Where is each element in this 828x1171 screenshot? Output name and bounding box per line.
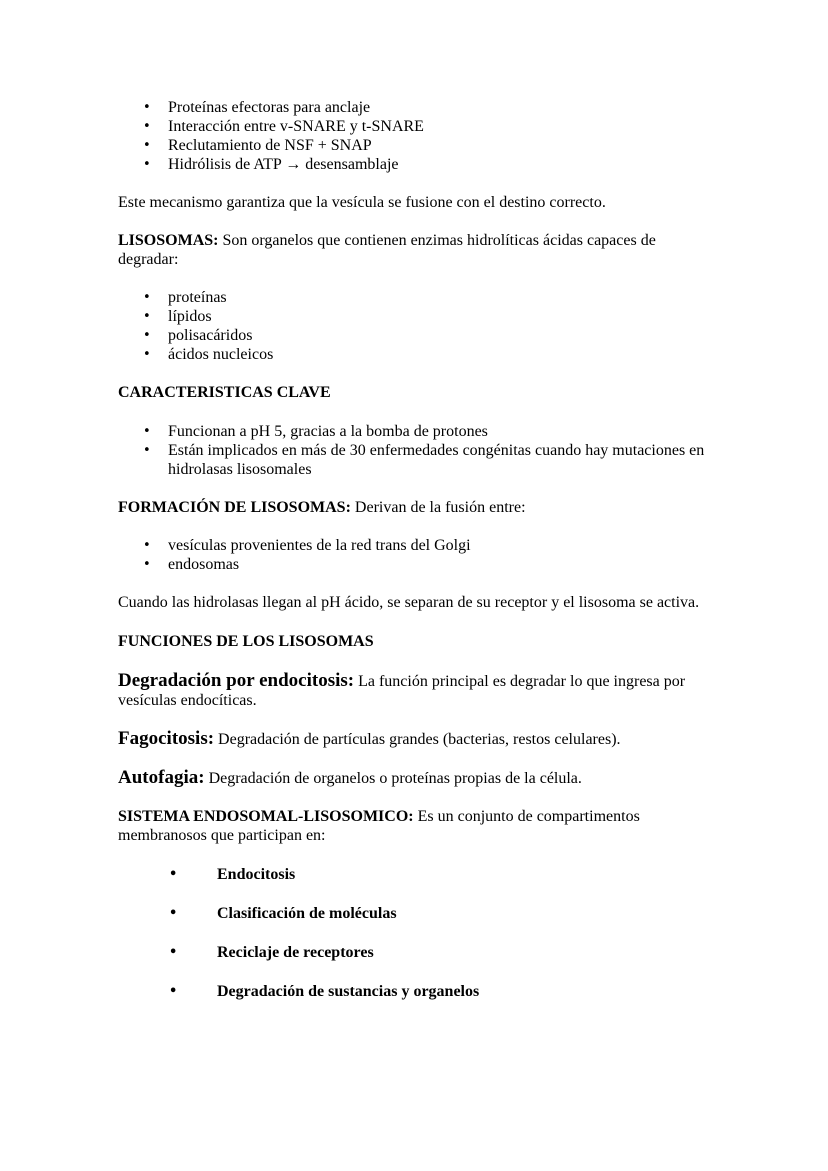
autofagia-heading: Autofagia:	[118, 767, 205, 788]
section-heading: CARACTERISTICAS CLAVE	[118, 384, 331, 401]
lisosomas-list	[118, 288, 718, 364]
formacion-list	[118, 536, 718, 574]
formacion-heading: FORMACIÓN DE LISOSOMAS:	[118, 499, 351, 516]
list-item: • Reclutamiento de NSF + SNAP	[118, 136, 718, 155]
list-item: • Proteínas efectoras para anclaje	[118, 98, 718, 117]
list-item: • endosomas	[118, 555, 718, 574]
caracteristicas-list	[118, 422, 718, 479]
autofagia-paragraph	[118, 768, 718, 788]
list-item: • Endocitosis	[118, 865, 718, 884]
list-item: • polisacáridos	[118, 326, 718, 345]
list-item: • proteínas	[118, 288, 718, 307]
fagocitosis-paragraph	[118, 729, 718, 749]
list-item: • Degradación de sustancias y organelos	[118, 982, 718, 1001]
sistema-heading: SISTEMA ENDOSOMAL-LISOSOMICO:	[118, 808, 414, 825]
sistema-text: Es un conjunto de compartimentos membranosos que participan en:	[118, 808, 640, 844]
snare-steps-list	[118, 98, 718, 174]
list-item: • lípidos	[118, 307, 718, 326]
fagocitosis-heading: Fagocitosis:	[118, 728, 215, 749]
fagocitosis-text: Degradación de partículas grandes (bacterias, restos celulares).	[214, 731, 621, 748]
formacion-conclusion: Cuando las hidrolasas llegan al pH ácido, se separan de su receptor y el lisosoma se activa.	[118, 594, 700, 611]
list-item: • Funcionan a pH 5, gracias a la bomba de protones	[118, 422, 718, 441]
endocitosis-text: La función principal es degradar lo que ingresa por vesículas endocíticas.	[118, 673, 686, 709]
caracteristicas-heading	[118, 383, 718, 402]
endocitosis-paragraph	[118, 671, 718, 710]
list-item: • Clasificación de moléculas	[118, 904, 718, 923]
list-item: • ácidos nucleicos	[118, 345, 718, 364]
lisosomas-paragraph	[118, 231, 718, 269]
funciones-heading	[118, 632, 718, 651]
snare-conclusion: Este mecanismo garantiza que la vesícula se fusione con el destino correcto.	[118, 194, 606, 211]
endocitosis-heading: Degradación por endocitosis:	[118, 670, 355, 691]
autofagia-text: Degradación de organelos o proteínas propias de la célula.	[204, 770, 582, 787]
sistema-list	[118, 865, 718, 1001]
section-heading: FUNCIONES DE LOS LISOSOMAS	[118, 633, 374, 650]
formacion-paragraph	[118, 498, 718, 517]
formacion-text: Derivan de la fusión entre:	[350, 499, 526, 516]
lisosomas-heading: LISOSOMAS:	[118, 232, 219, 249]
sistema-paragraph	[118, 807, 718, 845]
list-item: • vesículas provenientes de la red trans del Golgi	[118, 536, 718, 555]
list-item: • Están implicados en más de 30 enfermedades congénitas cuando hay mutaciones en hidrolasas lisosomales	[118, 441, 718, 479]
document-page	[118, 98, 718, 1021]
lisosomas-text: Son organelos que contienen enzimas hidrolíticas ácidas capaces de degradar:	[118, 232, 656, 268]
list-item: • Hidrólisis de ATP → desensamblaje	[118, 155, 718, 174]
list-item: • Interacción entre v-SNARE y t-SNARE	[118, 117, 718, 136]
list-item: • Reciclaje de receptores	[118, 943, 718, 962]
